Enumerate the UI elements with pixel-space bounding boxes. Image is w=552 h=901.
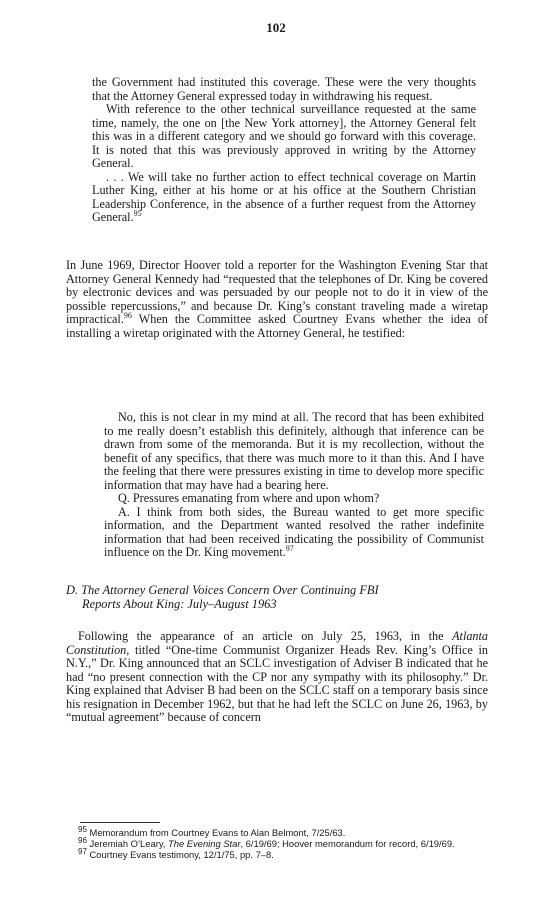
footnote: 97 Courtney Evans testimony, 12/1/75, pp. 7–8. — [78, 846, 274, 860]
quote-paragraph: the Government had instituted this coverage. These were the very thoughts that the Attorney General expressed today in withdrawing his request. — [92, 75, 476, 103]
body-paragraph-1 — [66, 259, 488, 340]
footnote: 96 Jeremiah O’Leary, The Evening Star, 6/19/69; Hoover memorandum for record, 6/19/69. — [78, 835, 455, 849]
section-heading: D. The Attorney General Voices Concern Over Continuing FBI Reports About King: July–August 1963 — [66, 583, 379, 611]
footnote-divider — [80, 822, 160, 823]
quote-paragraph: No, this is not clear in my mind at all. The record that has been exhibited to me really doesn’t establish this definitely, although that inference can be drawn from some of the memoranda. But it is my recollection, without the benefit of any specifics, that there was much more to it than this. And I have the feeling that there were pressures existing in time to develop more specific information that may have had a bearing here. — [104, 410, 484, 492]
block-quote-2 — [104, 411, 484, 560]
quote-paragraph: Q. Pressures emanating from where and upon whom? — [118, 491, 380, 505]
body-paragraph-2 — [66, 630, 488, 725]
footnote-ref: 97 — [285, 543, 294, 553]
footnote-ref: 96 — [123, 310, 132, 320]
page-number: 102 — [266, 20, 286, 35]
quote-paragraph: A. I think from both sides, the Bureau wanted to get more specific information, and the Department wanted resolved the rather indefinite information that had been received indicating the possibility of Communist influence on the Dr. King movement.$^{97}$ — [104, 504, 484, 559]
block-quote-1 — [92, 76, 476, 225]
quote-paragraph: . . . We will take no further action to effect technical coverage on Martin Luther King, either at his home or at his office at the Southern Christian Leadership Conference, in the absence of a further request from the Attorney General.$^{95}$ — [92, 169, 476, 224]
quote-paragraph: With reference to the other technical surveillance requested at the same time, namely, the one on [the New York attorney], the Attorney General felt this was in a different category and we should go forward with this coverage. It is noted that this was previously approved in writing by the Attorney General. — [92, 102, 476, 170]
paragraph-text: Following the appearance of an article on July 25, 1963, in the Atlanta Constitution, titled “One-time Communist Organizer Heads Rev. King’s Office in N.Y.,” Dr. King announced that an SCLC investigation of Adviser B indicated that he had “no present connection with the CP nor any sympathy with its philosophy.” Dr. King explained that Adviser B had been on the SCLC staff on a temporary basis since his resignation in December 1962, but that he had left the SCLC on June 26, 1963, by “mutual agreement” because of concern — [66, 629, 488, 724]
footnote-ref: 95 — [133, 208, 142, 218]
footnote: 95 Memorandum from Courtney Evans to Alan Belmont, 7/25/63. — [78, 824, 346, 838]
footnotes — [66, 824, 490, 860]
paragraph-text: In June 1969, Director Hoover told a reporter for the Washington Evening Star that Attorney General Kennedy had “requested that the telephones of Dr. King be covered by electronic devices and was persuaded by our people not to do it in view of the possible repercussions,” and because Dr. King’s constant traveling made a wiretap impractical.$^{96}$ When the Committee asked Courtney Evans whether the idea of installing a wiretap originated with the Attorney General, he testified: — [66, 258, 488, 340]
newspaper-title: Atlanta Constitution — [66, 629, 488, 657]
